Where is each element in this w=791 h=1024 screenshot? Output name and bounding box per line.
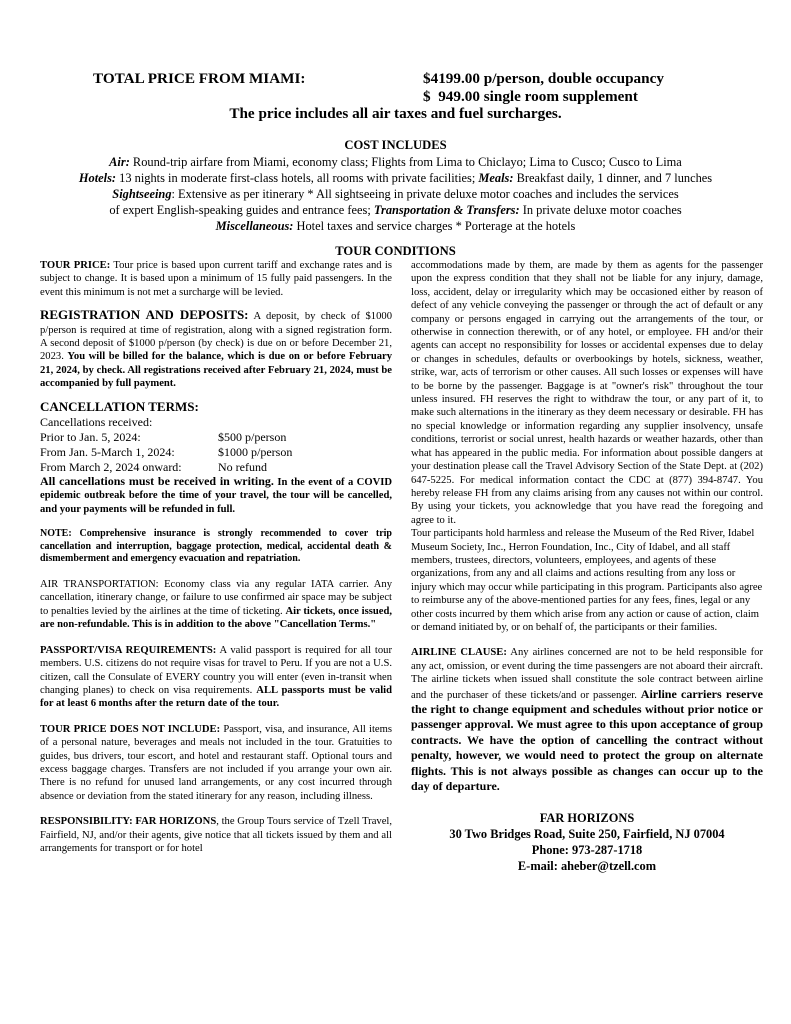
cost-sightseeing-line-2	[60, 202, 731, 218]
sightseeing-text: : Extensive as per itinerary * All sightseeing in private deluxe motor coaches and includes the services	[171, 187, 679, 201]
sightseeing-label: Sightseeing	[112, 187, 172, 201]
cancellation-section	[40, 400, 392, 415]
not-include-section	[40, 723, 392, 803]
cancellation-intro: Cancellations received:	[40, 415, 153, 430]
air-transportation-section	[40, 578, 392, 632]
total-price-label: TOTAL PRICE FROM MIAMI:	[93, 70, 306, 87]
company-phone: Phone: 973-287-1718	[531, 843, 643, 858]
cancellation-bold-lead: All cancellations must be received in writing.	[40, 474, 274, 489]
air-transportation-bold: Air tickets, once issued, are non-refundable. This is in addition to the above "Cancellation Terms."	[40, 605, 392, 631]
registration-text: A deposit, by check of $1000 p/person is required at time of registration, along with a signed registration form. A second deposit of $1000 p/person (by check) is due on or before December 21, 2023.	[40, 311, 392, 363]
not-include-text: Passport, visa, and insurance, All items of a personal nature, beverages and meals not included in the tour. Gratuities to guides, bus drivers, tour escort, and hotel and restaurant staff. Optional tours and excess baggage charges. Transfers are not included if you arrange your own air. There is no refund for unused land arrangements, or any cost incurred through absence or deviation from the stated itinerary for any reason, including illness.	[40, 723, 392, 802]
cancellation-fee: $1000 p/person	[218, 445, 293, 460]
price-includes-note: The price includes all air taxes and fuel surcharges.	[229, 105, 562, 122]
cost-includes-list	[60, 154, 731, 234]
registration-bold: You will be billed for the balance, which is due on or before February 21, 2024, by check. All registrations received after February 21, 2024, must be accompanied by full payment.	[40, 351, 393, 390]
cancellation-period: From Jan. 5-March 1, 2024:	[40, 445, 175, 460]
cancellation-table	[40, 415, 392, 475]
misc-label: Miscellaneous:	[215, 219, 294, 233]
tour-conditions-heading: TOUR CONDITIONS	[335, 244, 456, 258]
cancellation-period: Prior to Jan. 5, 2024:	[40, 430, 141, 445]
cost-air-line	[60, 154, 731, 170]
tour-price-text: Tour price is based upon current tariff and exchange rates and is subject to change. It is based upon a minimum of 15 fully paid passengers. In the event this minimum is not met a surcharge will be levied.	[40, 260, 392, 298]
cost-includes-heading: COST INCLUDES	[344, 138, 447, 152]
single-room-supplement: $ 949.00 single room supplement	[423, 88, 638, 105]
insurance-note: NOTE: Comprehensive insurance is strongly recommended to cover trip cancellation and interruption, baggage protection, medical, accidental death & dismemberment and emergency evacuation and repatriation.	[40, 528, 392, 565]
cancellation-fee: $500 p/person	[218, 430, 287, 445]
air-transportation-text: Economy class via any regular IATA carrier. Any cancellation, itinerary change, or failure to use confirmed air space may be subject to penalties levied by the airlines at the time of ticketing.	[40, 579, 392, 617]
passport-text: A valid passport is required for all tour members. U.S. citizens do not require visas for travel to Peru. If you are not a U.S. citizen, call the Consulate of EVERY country you will enter (even in-transit when changing planes) to check on visa requirements.	[40, 644, 392, 696]
air-label: Air:	[109, 155, 130, 169]
company-address: 30 Two Bridges Road, Suite 250, Fairfield, NJ 07004	[449, 827, 725, 842]
company-name: FAR HORIZONS	[539, 811, 635, 826]
air-text: Round-trip airfare from Miami, economy class; Flights from Lima to Chiclayo; Lima to Cusco; Cusco to Lima	[129, 155, 682, 169]
hotels-label: Hotels:	[78, 171, 117, 185]
cancellation-row	[40, 460, 392, 475]
company-email: E-mail: aheber@tzell.com	[517, 859, 657, 874]
cost-sightseeing-line	[60, 186, 731, 202]
transport-text: In private deluxe motor coaches	[519, 203, 682, 217]
transport-label: Transportation & Transfers:	[373, 203, 520, 217]
airline-clause-section	[411, 646, 763, 794]
conditions-left-column	[40, 259, 392, 855]
air-transportation-label: AIR TRANSPORTATION:	[40, 579, 159, 591]
cancellation-bold-rest: In the event of a COVID epidemic outbreak before the time of your travel, the tour will be cancelled, and your payments will be refunded in full.	[40, 477, 392, 515]
sightseeing-text-2: of expert English-speaking guides and entrance fees;	[109, 203, 374, 217]
meals-text: Breakfast daily, 1 dinner, and 7 lunches	[513, 171, 713, 185]
conditions-right-column	[411, 259, 763, 874]
cost-misc-line	[60, 218, 731, 234]
responsibility-company: FAR HORIZONS	[132, 816, 217, 828]
responsibility-label: RESPONSIBILITY:	[40, 816, 133, 828]
responsibility-section	[40, 815, 392, 855]
tour-price-label: TOUR PRICE:	[40, 260, 111, 271]
cost-hotels-line	[60, 170, 731, 186]
cancellation-notice	[40, 475, 392, 516]
hold-harmless-section: Tour participants hold harmless and release the Museum of the Red River, Idabel Museum Society, Inc., Herron Foundation, Inc., City of Idabel, and all staff members, trustees, directors, volunteers, employees, and agents of these organizations, from any and all claims and actions resulting from any loss or injury which may occur while participating in this program. Participants also agree to reimburse any of the above-mentioned parties for any fees, fines, legal or any other costs incurred by them which arise from any action or cause of action, claim or demand initiated by, or on behalf of, the participants or their families.	[411, 528, 763, 633]
hotels-text: 13 nights in moderate first-class hotels, all rooms with private facilities;	[116, 171, 479, 185]
tour-price-section	[40, 259, 392, 299]
contact-block	[411, 810, 763, 874]
passport-section	[40, 644, 392, 711]
misc-text: Hotel taxes and service charges * Porterage at the hotels	[293, 219, 576, 233]
passport-bold: ALL passports must be valid for at least 6 months after the return date of the tour.	[40, 684, 392, 710]
airline-clause-text: Any airlines concerned are not to be held responsible for any act, omission, or event during the time passengers are not aboard their aircraft. The airline tickets when issued shall constitute the sole contract between airline and the purchaser of these tickets/and or passenger.	[411, 647, 763, 701]
airline-clause-label: AIRLINE CLAUSE:	[411, 647, 507, 659]
double-occupancy-price: $4199.00 p/person, double occupancy	[423, 70, 664, 87]
cancellation-label: CANCELLATION TERMS:	[40, 398, 199, 414]
cancellation-period: From March 2, 2024 onward:	[40, 460, 182, 475]
registration-label: REGISTRATION AND DEPOSITS:	[40, 307, 249, 323]
cancellation-row	[40, 445, 392, 460]
cancellation-fee: No refund	[218, 460, 267, 475]
cancellation-row	[40, 430, 392, 445]
responsibility-continued: accommodations made by them, are made by them as agents for the passenger upon the express condition that they shall not be liable for any injury, damage, loss, accident, delay or irregularity which may be occasioned either by reason of defect of any vehicle conveying the passenger or through the act of default or any company or persons engaged in carrying out the arrangements of the tour, or otherwise in connection therewith, or of any hotel, or employee. FH and/or their agents can accept no responsibility for losses or accidental expenses due to delay or changes in schedules, defaults or overbookings by hotels, sickness, weather, strike, war, acts of terrorism or other causes. All such losses or expenses will have to be borne by the passenger. Baggage is at "owner's risk" throughout the tour unless insured. FH reserves the right to withdraw the tour, or any part of it, to make such alternations in the itinerary as they deem necessary or desirable. FH has no special knowledge or information regarding any supplier insolvency, unsafe conditions, terrorist or social unrest, health hazards or weather hazards, other than what has appeared in the public media. For information about possible dangers at your destination please call the Travel Advisory Section of the State Dept. at (202) 647-5225. For medical information contact the CDC at (877) 394-8747. You hereby release FH from any claims arising from any causes not within our control. By using your tickets, you acknowledge that you have read the foregoing and agree to it.	[411, 260, 763, 526]
registration-section	[40, 308, 392, 390]
responsibility-text: , the Group Tours service of Tzell Travel, Fairfield, NJ, and/or their agents, give notice that all tickets issued by them and all arrangements for transport or for hotel	[40, 816, 392, 854]
passport-label: PASSPORT/VISA REQUIREMENTS:	[40, 644, 217, 656]
airline-clause-bold: Airline carriers reserve the right to change equipment and schedules without prior notice or passenger approval. We must agree to this upon acceptance of group contracts. We have the option of cancelling the contract without penalty, however, we would need to protect the group on alternate flights. This is not always possible as changes can occur up to the day of departure.	[411, 686, 764, 794]
meals-label: Meals:	[478, 171, 514, 185]
not-include-label: TOUR PRICE DOES NOT INCLUDE:	[40, 723, 221, 735]
